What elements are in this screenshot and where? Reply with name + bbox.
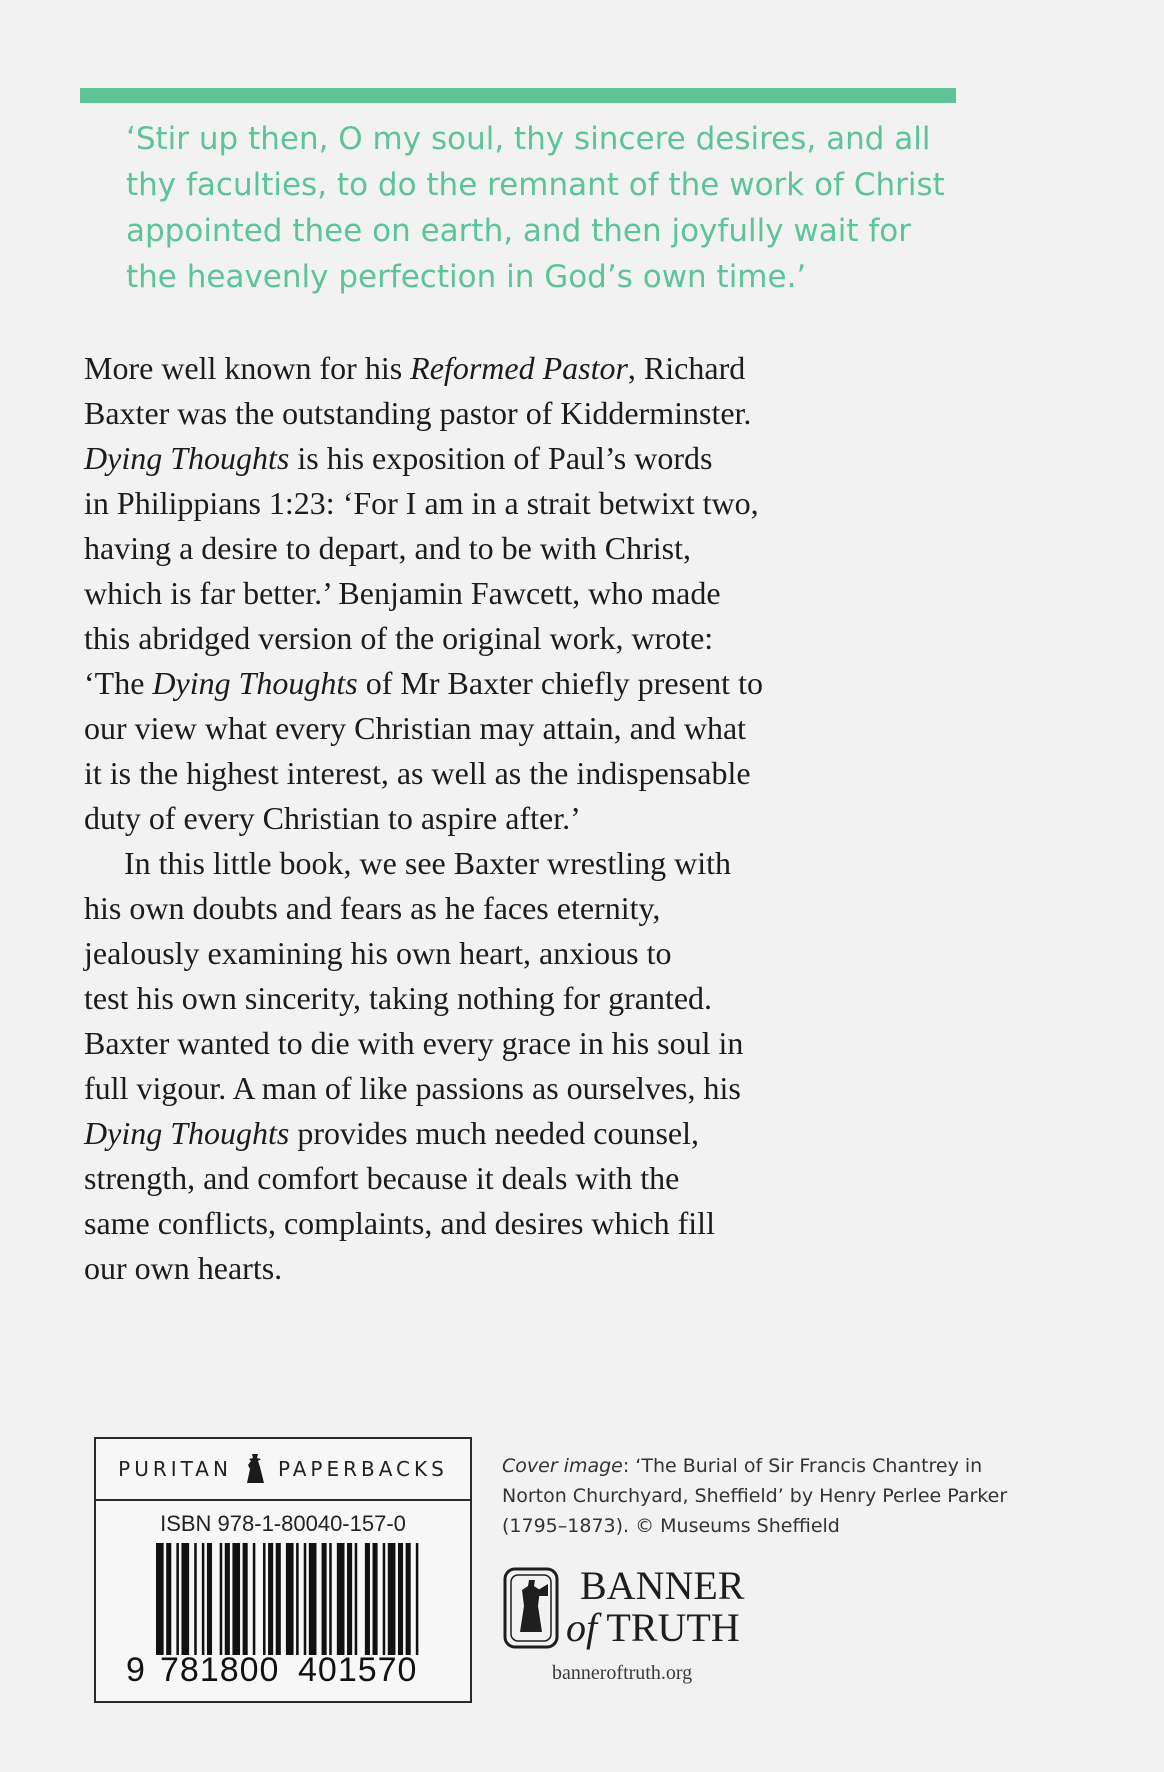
- isbn-number: ISBN 978-1-80040-157-0: [160, 1511, 406, 1536]
- barcode-bar: [166, 1543, 171, 1655]
- body-line: [84, 1066, 964, 1111]
- credit-line-2: Norton Churchyard, Sheffield’ by Henry Perlee Parker: [502, 1485, 1008, 1507]
- body-line: [84, 751, 964, 796]
- barcode-bar: [194, 1543, 197, 1655]
- body-text-run: In this little book, we see Baxter wrestling with: [124, 845, 731, 881]
- barcode-bar: [337, 1543, 345, 1655]
- book-title: Dying Thoughts: [152, 665, 358, 701]
- body-line: [84, 346, 964, 391]
- body-text-run: his own doubts and fears as he faces eternity,: [84, 890, 661, 926]
- book-title: Dying Thoughts: [84, 1115, 290, 1151]
- barcode-bar: [181, 1543, 189, 1655]
- barcode-bar: [268, 1543, 273, 1655]
- publisher-logo: [502, 1563, 802, 1686]
- credit-line-3: (1795–1873). © Museums Sheffield: [502, 1515, 840, 1537]
- barcode-digits-left: 781800: [160, 1651, 280, 1689]
- barcode-bar: [232, 1543, 240, 1655]
- barcode-bar: [388, 1543, 396, 1655]
- barcode-bar: [304, 1543, 307, 1655]
- body-line: [84, 976, 964, 1021]
- body-text-run: duty of every Christian to aspire after.’: [84, 800, 581, 836]
- body-line: [84, 436, 964, 481]
- cover-image-credit: [502, 1451, 1022, 1541]
- body-line: [84, 706, 964, 751]
- body-text-run: same conflicts, complaints, and desires which fill: [84, 1205, 715, 1241]
- paragraph-2: [84, 841, 964, 1291]
- puritan-figure-icon: [244, 1453, 266, 1485]
- body-text-run: our view what every Christian may attain, and what: [84, 710, 747, 746]
- paragraph-1: [84, 346, 964, 841]
- pull-quote: [126, 116, 966, 300]
- body-line: [84, 886, 964, 931]
- credit-label: Cover image: [502, 1455, 623, 1477]
- body-line: [84, 1021, 964, 1066]
- body-text-run: strength, and comfort because it deals with the: [84, 1160, 680, 1196]
- quote-line: ‘Stir up then, O my soul, thy sincere desires, and all: [126, 121, 931, 157]
- barcode-bar: [365, 1543, 370, 1655]
- body-line: [84, 661, 964, 706]
- publisher-of: of: [566, 1605, 598, 1650]
- body-line: [84, 1156, 964, 1201]
- body-line: [84, 841, 964, 886]
- credit-line-1-rest: : ‘The Burial of Sir Francis Chantrey in: [622, 1455, 983, 1477]
- body-text-run: it is the highest interest, as well as the indispensable: [84, 755, 751, 791]
- barcode-bar: [406, 1543, 411, 1655]
- barcode-bar: [355, 1543, 358, 1655]
- publisher-website: banneroftruth.org: [552, 1662, 693, 1684]
- barcode-bar: [347, 1543, 352, 1655]
- barcode-bar: [202, 1543, 205, 1655]
- book-title: Reformed Pastor: [410, 350, 628, 386]
- body-text-run: full vigour. A man of like passions as ourselves, his: [84, 1070, 741, 1106]
- body-line: [84, 1201, 964, 1246]
- body-text-run: ‘The: [84, 665, 153, 701]
- barcode-bar: [276, 1543, 281, 1655]
- barcode-digit-first: 9: [126, 1651, 145, 1689]
- barcode-bar: [296, 1543, 299, 1655]
- quote-line: appointed thee on earth, and then joyfully wait for: [126, 213, 911, 249]
- body-text-run: of Mr Baxter chiefly present to: [357, 665, 763, 701]
- publisher-name-line-2: [566, 1605, 740, 1650]
- barcode-bar: [263, 1543, 266, 1655]
- body-text-run: jealously examining his own heart, anxious to: [84, 935, 672, 971]
- body-text-run: which is far better.’ Benjamin Fawcett, who made: [84, 575, 721, 611]
- barcode-bar: [416, 1543, 419, 1655]
- series-name-left: PURITAN: [118, 1457, 232, 1481]
- series-name-right: PAPERBACKS: [277, 1457, 448, 1481]
- isbn-box: [94, 1437, 472, 1703]
- publisher-truth: TRUTH: [606, 1605, 740, 1650]
- body-line: [84, 1111, 964, 1156]
- body-line: [84, 616, 964, 661]
- body-text-run: having a desire to depart, and to be with Christ,: [84, 530, 691, 566]
- barcode-bar: [220, 1543, 223, 1655]
- banner-of-truth-emblem-icon: [502, 1566, 560, 1650]
- barcode-bar: [383, 1543, 386, 1655]
- body-text-run: provides much needed counsel,: [289, 1115, 699, 1151]
- barcode-bar: [373, 1543, 378, 1655]
- body-text-run: More well known for his: [84, 350, 411, 386]
- series-banner: [96, 1439, 470, 1501]
- body-text-run: Baxter was the outstanding pastor of Kidderminster.: [84, 395, 752, 431]
- body-text-run: Baxter wanted to die with every grace in his soul in: [84, 1025, 744, 1061]
- body-text-run: test his own sincerity, taking nothing for granted.: [84, 980, 713, 1016]
- barcode-digits-right: 401570: [298, 1651, 418, 1689]
- barcode-bar: [156, 1543, 164, 1655]
- barcode-bar: [176, 1543, 179, 1655]
- quote-line: thy faculties, to do the remnant of the work of Christ: [126, 167, 945, 203]
- body-text-run: this abridged version of the original work, wrote:: [84, 620, 714, 656]
- accent-bar: [80, 88, 956, 103]
- quote-line: the heavenly perfection in God’s own time.’: [126, 259, 807, 295]
- barcode-bar: [253, 1543, 256, 1655]
- barcode-bar: [207, 1543, 212, 1655]
- barcode-bar: [243, 1543, 248, 1655]
- barcode-bar: [398, 1543, 403, 1655]
- body-text-run: is his exposition of Paul’s words: [289, 440, 713, 476]
- barcode-bar: [329, 1543, 332, 1655]
- body-line: [84, 481, 964, 526]
- barcode-bar: [225, 1543, 230, 1655]
- body-text-run: our own hearts.: [84, 1250, 283, 1286]
- body-line: [84, 526, 964, 571]
- barcode-bar: [322, 1543, 327, 1655]
- description-text: [84, 346, 964, 1291]
- barcode-bar: [309, 1543, 317, 1655]
- body-line: [84, 571, 964, 616]
- body-line: [84, 1246, 964, 1291]
- barcode-bar: [286, 1543, 294, 1655]
- body-line: [84, 931, 964, 976]
- barcode: [156, 1543, 426, 1655]
- body-line: [84, 391, 964, 436]
- book-title: Dying Thoughts: [84, 440, 290, 476]
- credit-line-1: [502, 1451, 1022, 1481]
- body-text-run: in Philippians 1:23: ‘For I am in a strait betwixt two,: [84, 485, 759, 521]
- body-line: [84, 796, 964, 841]
- body-text-run: , Richard: [627, 350, 746, 386]
- publisher-name-line-1: BANNER: [580, 1563, 745, 1608]
